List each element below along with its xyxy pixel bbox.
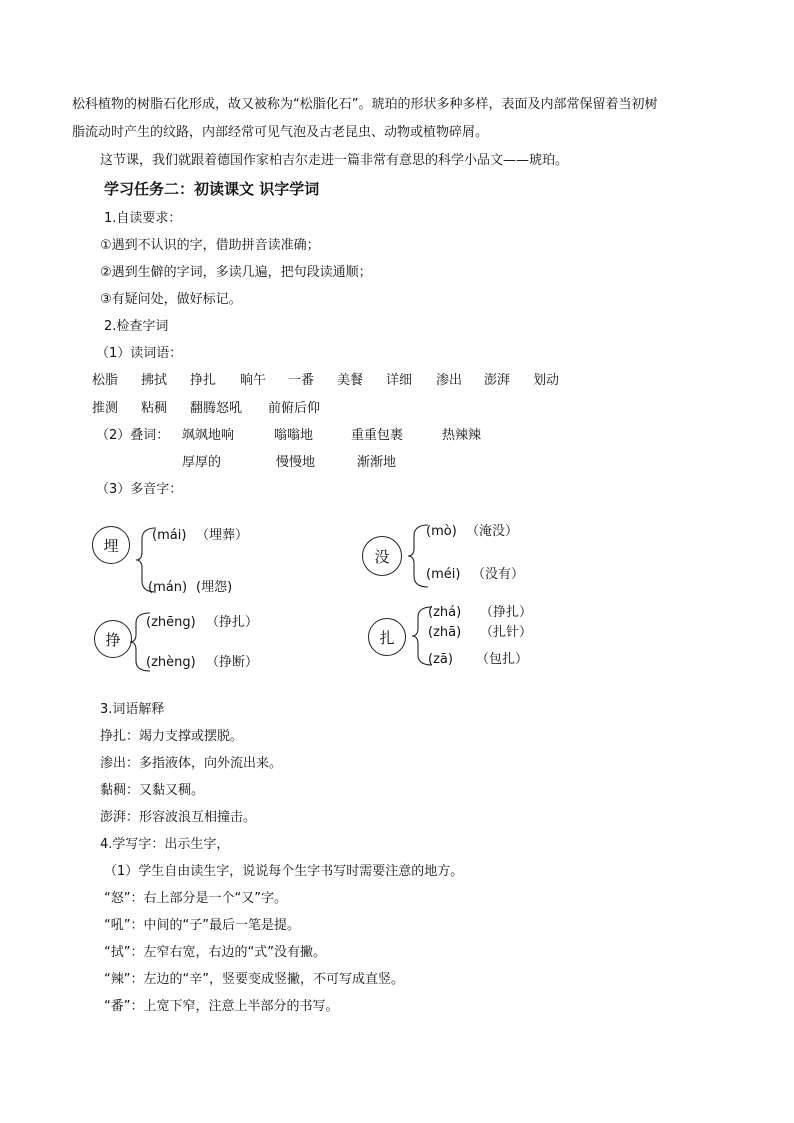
polyphone-example: （没有） — [472, 567, 525, 582]
intro-line-3: 这节课，我们就跟着德国作家柏吉尔走进一篇非常有意思的科学小品文——琥珀。 — [100, 153, 569, 168]
polyphone-example: （挣扎） — [206, 615, 259, 630]
polyphone-char-circle: 扎 — [368, 618, 406, 656]
explain-title: 3.词语解释 — [100, 702, 165, 717]
polyphone-pinyin: (mán) — [148, 580, 188, 595]
explain-item: 渗出：多指液体，向外流出来。 — [100, 756, 283, 771]
reduplicated-word: 飒飒地响 — [182, 428, 235, 443]
writing-note: “吼”：中间的“子”最后一笔是提。 — [104, 918, 300, 933]
polyphone-example: （埋葬） — [196, 528, 249, 543]
reduplicated-word: 重重包裹 — [351, 428, 404, 443]
polyphone-char-circle: 挣 — [94, 620, 132, 658]
polyphone-pinyin: (mái) — [152, 528, 187, 543]
self-read-item: ②遇到生僻的字词，多读几遍，把句段读通顺； — [100, 265, 372, 280]
vocab-word: 推测 — [92, 401, 119, 416]
write-subtitle: （1）学生自由读生字，说说每个生字书写时需要注意的地方。 — [104, 864, 464, 879]
task-2-heading: 学习任务二：初读课文 识字学词 — [104, 180, 320, 198]
reduplicated-word: 慢慢地 — [276, 455, 316, 470]
polyphone-pinyin: (zhèng) — [146, 655, 196, 670]
vocab-word: 美餐 — [337, 373, 364, 388]
polyphone-pinyin: (zā) — [428, 652, 453, 667]
self-read-item: ③有疑问处，做好标记。 — [100, 292, 242, 307]
writing-note: “拭”：左窄右宽，右边的“式”没有撇。 — [104, 945, 326, 960]
explain-item: 澎湃：形容波浪互相撞击。 — [100, 810, 257, 825]
polyphone-example: （挣扎） — [480, 605, 533, 620]
write-title: 4.学写字：出示生字， — [100, 837, 230, 852]
intro-line-1: 松科植物的树脂石化形成，故又被称为“松脂化石”。琥珀的形状多种多样，表面及内部常保留着当初树 — [72, 97, 658, 112]
polyphone-pinyin: (zhēng) — [146, 615, 196, 630]
vocab-word: 划动 — [533, 373, 560, 388]
vocab-word: 详细 — [386, 373, 413, 388]
writing-note: “辣”：左边的“辛”，竖要变成竖撇，不可写成直竖。 — [104, 972, 404, 987]
polyphone-label: （3）多音字： — [96, 482, 183, 497]
vocab-word: 前俯后仰 — [268, 401, 321, 416]
explain-item: 挣扎：竭力支撑或摆脱。 — [100, 729, 244, 744]
polyphone-example: （挣断） — [206, 655, 259, 670]
intro-line-2: 脂流动时产生的纹路，内部经常可见气泡及古老昆虫、动物或植物碎屑。 — [72, 125, 489, 140]
vocab-word: 拂拭 — [141, 373, 168, 388]
vocab-word: 松脂 — [92, 373, 119, 388]
polyphone-char-circle: 没 — [362, 536, 402, 576]
polyphone-pinyin: (méi) — [426, 567, 461, 582]
vocab-word: 挣扎 — [190, 373, 217, 388]
polyphone-pinyin: (zhá) — [428, 605, 462, 620]
vocab-word: 晌午 — [240, 373, 267, 388]
polyphone-pinyin: (zhā) — [428, 625, 462, 640]
reduplicated-word: 嗡嗡地 — [274, 428, 314, 443]
polyphone-example: （淹没） — [466, 524, 519, 539]
self-read-item: ①遇到不认识的字，借助拼音读准确； — [100, 238, 320, 253]
vocab-word: 渗出 — [436, 373, 463, 388]
vocab-word: 粘稠 — [141, 401, 168, 416]
writing-note: “怒”：右上部分是一个“又”字。 — [104, 891, 287, 906]
polyphone-pinyin: (mò) — [426, 524, 457, 539]
explain-item: 黏稠：又黏又稠。 — [100, 783, 205, 798]
reduplicated-word: 厚厚的 — [182, 455, 222, 470]
check-words-title: 2.检查字词 — [104, 319, 169, 334]
polyphone-example: （包扎） — [476, 652, 529, 667]
vocab-word: 一番 — [288, 373, 315, 388]
reduplication-label: （2）叠词： — [96, 428, 170, 443]
vocab-word: 翻腾怒吼 — [190, 401, 243, 416]
reduplicated-word: 热辣辣 — [442, 428, 482, 443]
read-words-label: （1）读词语： — [96, 346, 183, 361]
self-read-title: 1.自读要求： — [104, 211, 182, 226]
polyphone-example: (埋怨) — [196, 580, 233, 595]
reduplicated-word: 渐渐地 — [357, 455, 397, 470]
writing-note: “番”：上宽下窄，注意上半部分的书写。 — [104, 999, 339, 1014]
polyphone-example: （扎针） — [480, 625, 533, 640]
vocab-word: 澎湃 — [484, 373, 511, 388]
polyphone-char-circle: 埋 — [92, 526, 130, 564]
